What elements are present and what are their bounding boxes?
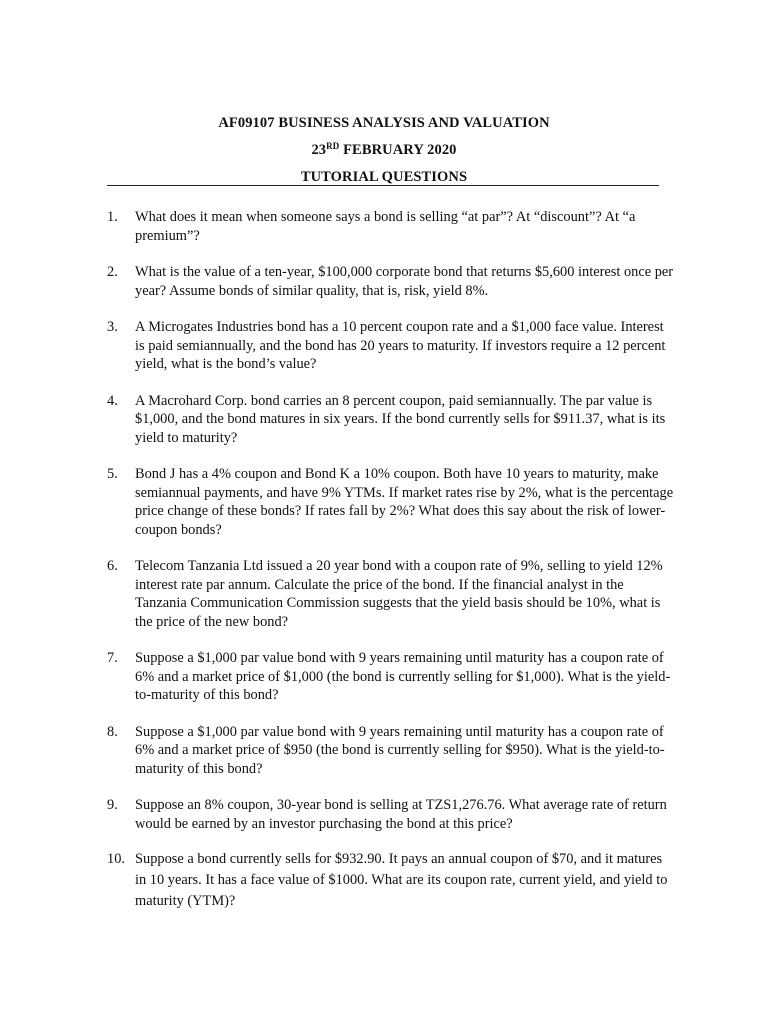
question-number: 1. [107, 209, 118, 225]
question-item [107, 465, 675, 539]
question-text: Suppose a $1,000 par value bond with 9 years remaining until maturity has a coupon rate of 6% and a market price of $950 (the bond is currently selling for $950). What is the yield-to-maturity of this bond? [135, 723, 665, 777]
question-text: What does it mean when someone says a bond is selling “at par”? At “discount”? At “a premium”? [135, 209, 636, 244]
header-divider [107, 185, 659, 186]
question-text: A Macrohard Corp. bond carries an 8 percent coupon, paid semiannually. The par value is $1,000, and the bond matures in six years. If the bond currently sells for $911.37, what is its yield to maturity? [135, 392, 666, 446]
question-text: Suppose an 8% coupon, 30-year bond is selling at TZS1,276.76. What average rate of return would be earned by an investor purchasing the bond at this price? [135, 797, 667, 832]
question-number: 8. [107, 723, 118, 740]
question-item [107, 723, 675, 779]
question-number: 7. [107, 650, 118, 666]
date-day: 23 [311, 142, 327, 158]
document-date [0, 137, 768, 164]
question-item [107, 318, 675, 374]
question-item [107, 649, 675, 705]
question-number: 2. [107, 264, 118, 280]
document-subtitle: TUTORIAL QUESTIONS [300, 169, 468, 185]
question-item [107, 849, 675, 912]
question-number: 6. [107, 558, 118, 574]
question-text: Suppose a bond currently sells for $932.90. It pays an annual coupon of $70, and it matures in 10 years. It has a face value of $1000. What are its coupon rate, current yield, and yield to maturity (YTM)? [135, 851, 668, 909]
question-text: What is the value of a ten-year, $100,000 corporate bond that returns $5,600 interest once per year? Assume bonds of similar quality, that is, risk, yield 8%. [135, 264, 674, 299]
question-number: 10. [107, 851, 125, 867]
question-number: 9. [107, 797, 118, 813]
document-header [0, 110, 768, 191]
question-item [107, 208, 675, 245]
question-item [107, 263, 675, 300]
question-text: Telecom Tanzania Ltd issued a 20 year bond with a coupon rate of 9%, selling to yield 12% interest rate par annum. Calculate the price of the bond. If the financial analyst in the Tanzania Communication Commission suggests that the yield basis should be 10%, what is the price of the new bond? [135, 558, 663, 630]
question-text: Suppose a $1,000 par value bond with 9 years remaining until maturity has a coupon rate of 6% and a market price of $1,000 (the bond is currently selling for $1,000). What is the yield-to-maturity of this bond? [135, 650, 671, 703]
question-item [107, 392, 675, 448]
date-suffix: RD [326, 141, 340, 151]
question-item [107, 796, 675, 833]
question-text: Bond J has a 4% coupon and Bond K a 10% coupon. Both have 10 years to maturity, make semiannual payments, and have 9% YTMs. If market rates rise by 2%, what is the percentage price change of these bonds? If rates fall by 2%? What does this say about the risk of lower-coupon bonds? [135, 466, 674, 538]
course-title: AF09107 BUSINESS ANALYSIS AND VALUATION [218, 115, 550, 131]
question-number: 3. [107, 319, 118, 335]
question-number: 4. [107, 392, 118, 409]
date-month-year: FEBRUARY 2020 [339, 142, 457, 158]
question-number: 5. [107, 466, 118, 482]
question-item [107, 557, 675, 631]
question-text: A Microgates Industries bond has a 10 percent coupon rate and a $1,000 face value. Interest is paid semiannually, and the bond has 20 years to maturity. If investors require a 12 percent yield, what is the bond’s value? [135, 319, 666, 372]
question-list [107, 208, 675, 930]
